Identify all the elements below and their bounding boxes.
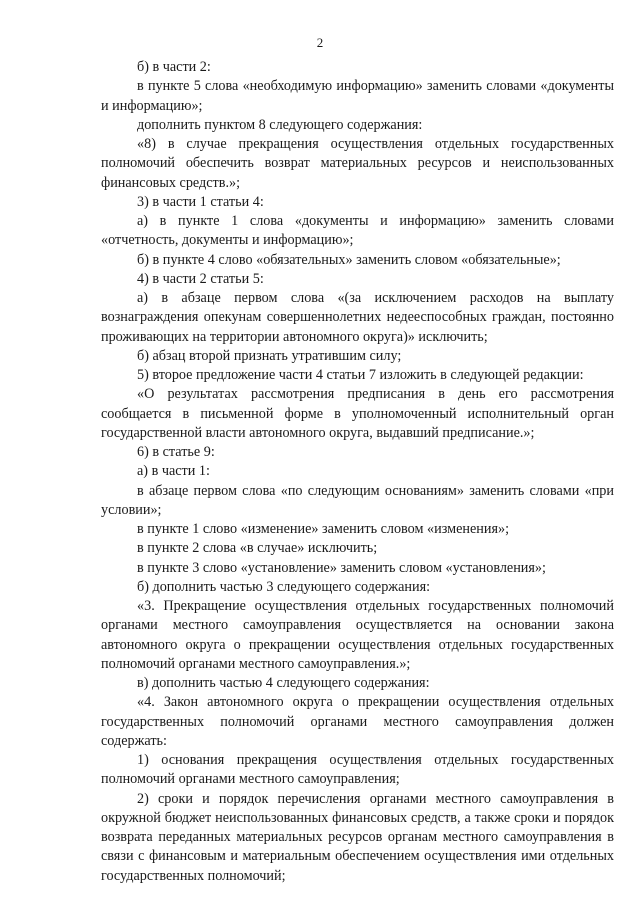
paragraph: 2) сроки и порядок перечисления органами местного самоуправления в окружной бюджет неиспользованных финансовых средств, а также сроки и порядок возврата переданных материальных ресурсов органам местного самоуправления в связи с финансовым и материальным обеспечением осуществления ими отдельных государственных полномочий; xyxy=(101,790,614,884)
document-body xyxy=(101,58,614,886)
paragraph: а) в пункте 1 слова «документы и информацию» заменить словами «отчетность, документы и информацию»; xyxy=(101,213,614,249)
paragraph: в пункте 1 слово «изменение» заменить словом «изменения»; xyxy=(137,521,510,537)
paragraph: 3) в части 1 статьи 4: xyxy=(137,193,264,210)
paragraph: 6) в статье 9: xyxy=(137,444,215,460)
page-number: 2 xyxy=(316,35,324,50)
paragraph: «8) в случае прекращения осуществления отдельных государственных полномочий обеспечить возврат материальных ресурсов и неиспользованных финансовых средств.»; xyxy=(101,136,614,191)
paragraph: «О результатах рассмотрения предписания в день его рассмотрения сообщается в письменной форме в уполномоченный исполнительный орган государственной власти автономного округа, выдавший предписание.»; xyxy=(101,386,614,441)
paragraph: в пункте 2 слова «в случае» исключить; xyxy=(137,540,378,557)
paragraph: в пункте 3 слово «установление» заменить словом «установления»; xyxy=(137,559,546,576)
paragraph: а) в абзаце первом слова «(за исключением расходов на выплату вознаграждения опекунам совершеннолетних недееспособных граждан, постоянно проживающих на территории автономного округа)» исключить; xyxy=(101,290,614,345)
paragraph: б) дополнить частью 3 следующего содержания: xyxy=(137,578,431,595)
paragraph: в пункте 5 слова «необходимую информацию» заменить словами «документы и информацию»; xyxy=(101,78,614,114)
paragraph: в) дополнить частью 4 следующего содержания: xyxy=(137,675,430,691)
paragraph: 5) второе предложение части 4 статьи 7 изложить в следующей редакции: xyxy=(137,367,584,383)
paragraph: «4. Закон автономного округа о прекращении осуществления отдельных государственных полномочий органами местного самоуправления должен содержать: xyxy=(101,694,614,749)
paragraph: в абзаце первом слова «по следующим основаниям» заменить словами «при условии»; xyxy=(101,482,614,518)
paragraph: «3. Прекращение осуществления отдельных государственных полномочий органами местного самоуправления осуществляется на основании закона автономного округа о прекращении осуществления отдельных государственных полномочий органами местного самоуправления.»; xyxy=(101,598,614,672)
paragraph: а) в части 1: xyxy=(137,463,210,480)
paragraph: дополнить пунктом 8 следующего содержания: xyxy=(137,116,423,133)
paragraph: 4) в части 2 статьи 5: xyxy=(137,270,264,287)
paragraph: б) в части 2: xyxy=(137,59,211,75)
paragraph: б) абзац второй признать утратившим силу; xyxy=(137,347,402,364)
paragraph: 1) основания прекращения осуществления отдельных государственных полномочий органами местного самоуправления; xyxy=(101,752,614,788)
paragraph: б) в пункте 4 слово «обязательных» заменить словом «обязательные»; xyxy=(137,251,561,268)
